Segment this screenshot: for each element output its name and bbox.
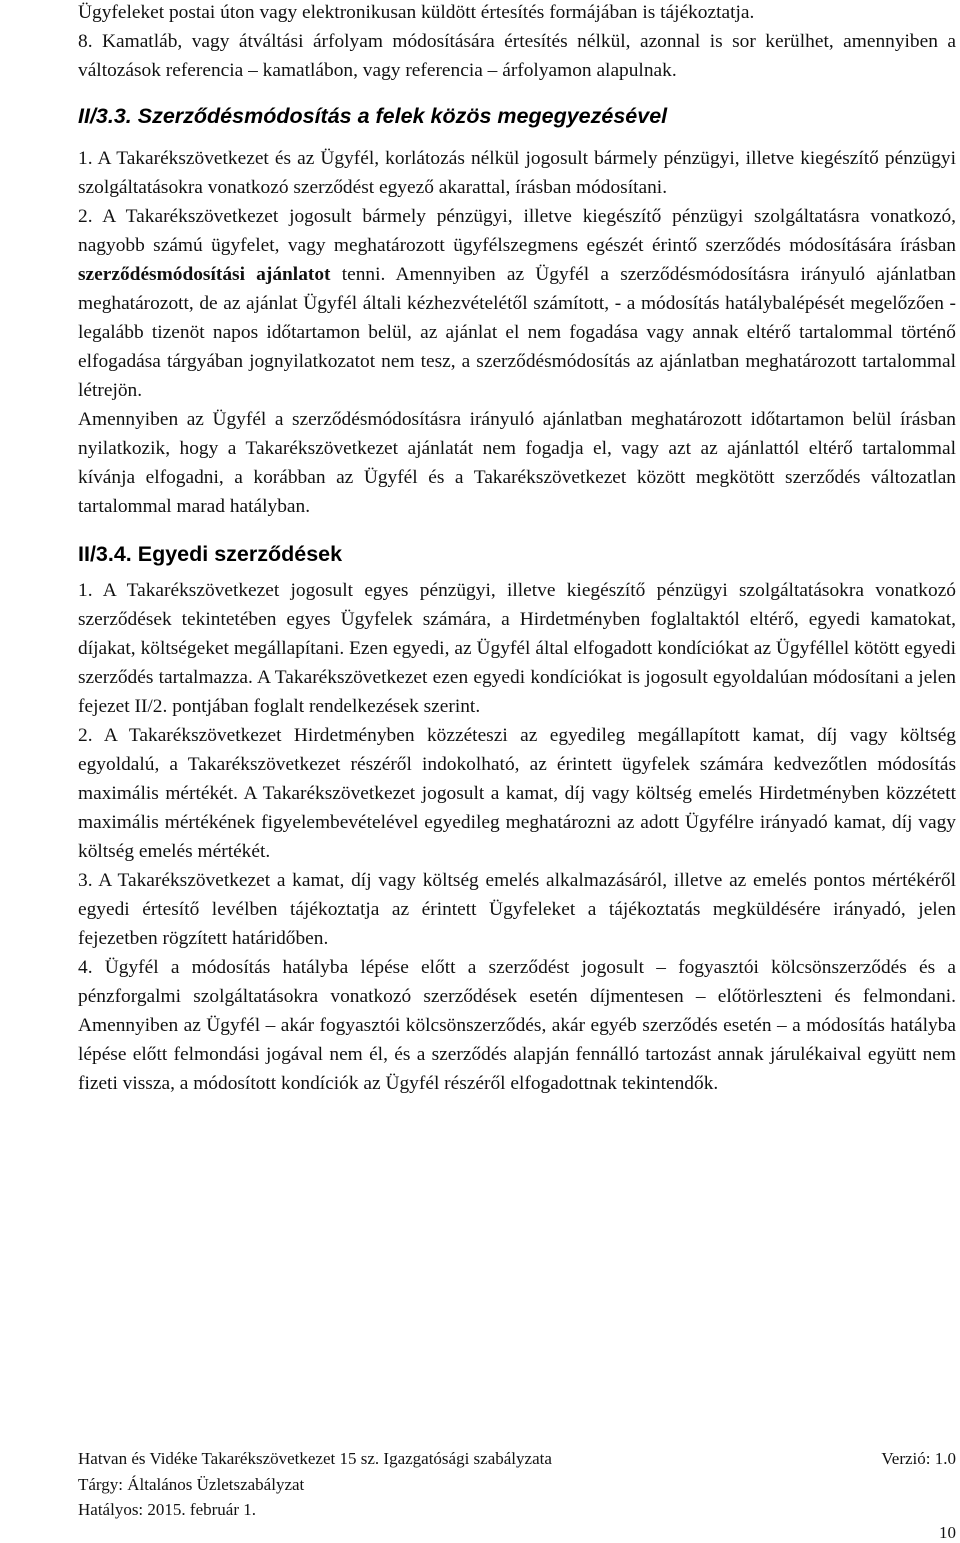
- paragraph-intro-continuation: Ügyfeleket postai úton vagy elektronikusan küldött értesítés formájában is tájékoztatja.: [78, 2, 755, 23]
- footer-regulation-title: Hatvan és Vidéke Takarékszövetkezet 15 sz. Igazgatósági szabályzata: [78, 1449, 552, 1468]
- paragraph-3-3-item-1: 1. A Takarékszövetkezet és az Ügyfél, korlátozás nélkül jogosult bármely pénzügyi, illetve kiegészítő pénzügyi szolgáltatásokra vonatkozó szerződést egyező akarattal, írásban módosítani.: [78, 148, 956, 198]
- footer-line-1: [78, 1448, 956, 1470]
- footer-subject: Tárgy: Általános Üzletszabályzat: [78, 1475, 305, 1494]
- section-heading-3-4: II/3.4. Egyedi szerződések: [78, 542, 343, 566]
- paragraph-3-3-item-2-start: 2. A Takarékszövetkezet jogosult bármely pénzügyi, illetve kiegészítő pénzügyi szolgáltatásra vonatkozó, nagyobb számú ügyfelet, vagy meghatározott ügyfélszegmens egészét érintő szerződés módosítására írásban: [78, 206, 956, 256]
- footer-version: Verzió: 1.0: [881, 1449, 956, 1468]
- paragraph-3-3-continuation: Amennyiben az Ügyfél a szerződésmódosításra irányuló ajánlatban meghatározott időtartamon belül írásban nyilatkozik, hogy a Takarékszövetkezet ajánlatát nem fogadja el, vagy azt az ajánlattól eltérő tartalommal kívánja elfogadni, a korábban az Ügyfél és a Takarékszövetkezet között megkötött szerződés változatlan tartalommal marad hatályban.: [78, 409, 956, 517]
- paragraph-3-4-item-3: 3. A Takarékszövetkezet a kamat, díj vagy költség emelés alkalmazásáról, illetve az emelés pontos mértékéről egyedi értesítő levélben tájékoztatja az érintett Ügyfeleket a tájékoztatás megküldésére irányadó, jelen fejezetben rögzített határidőben.: [78, 870, 956, 949]
- paragraph-3-4-item-4: 4. Ügyfél a módosítás hatályba lépése előtt a szerződést jogosult – fogyasztói kölcsönszerződés és a pénzforgalmi szolgáltatásokra vonatkozó szerződések esetén díjmentesen – előtörleszteni és felmondani. Amennyiben az Ügyfél – akár fogyasztói kölcsönszerződés, akár egyéb szerződés esetén – a módosítás hatályba lépése előtt felmondási jogával nem él, és a szerződés alapján fennálló tartozást annak járulékaival együtt nem fizeti vissza, a módosított kondíciók az Ügyfél részéről elfogadottnak tekintendők.: [78, 957, 956, 1094]
- paragraph-3-4-item-1: 1. A Takarékszövetkezet jogosult egyes pénzügyi, illetve kiegészítő pénzügyi szolgáltatásokra vonatkozó szerződések tekintetében egyes Ügyfelek számára, a Hirdetményben foglaltaktól eltérő, egyedi kamatokat, díjakat, költségeket megállapítani. Ezen egyedi, az Ügyfél által elfogadott kondíciókat az Ügyféllel kötött egyedi szerződés tartalmazza. A Takarékszövetkezet ezen egyedi kondíciókat is jogosult egyoldalúan módosítani a jelen fejezet II/2. pontjában foglalt rendelkezések szerint.: [78, 580, 956, 717]
- paragraph-item-8: 8. Kamatláb, vagy átváltási árfolyam módosítására értesítés nélkül, azonnal is sor kerülhet, amennyiben a változások referencia – kamatlábon, vagy referencia – árfolyamon alapulnak.: [78, 31, 956, 81]
- document-body: [78, 0, 956, 1098]
- paragraph-3-4-item-2: 2. A Takarékszövetkezet Hirdetményben közzéteszi az egyedileg megállapított kamat, díj vagy költség egyoldalú, a Takarékszövetkezet részéről indokolható, az érintett ügyfelek számára kedvezőtlen módosítás maximális mértékét. A Takarékszövetkezet jogosult a kamat, díj vagy költség emelés Hirdetményben közzétett maximális mértékének figyelembevételével egyedileg meghatározni az adott Ügyfélre irányadó kamat, díj vagy költség emelés mértékét.: [78, 725, 956, 862]
- section-heading-3-3: II/3.3. Szerződésmódosítás a felek közös megegyezésével: [78, 104, 668, 128]
- page-number: 10: [939, 1523, 956, 1542]
- paragraph-3-3-item-2: [78, 202, 956, 405]
- bold-term: szerződésmódosítási ajánlatot: [78, 264, 331, 285]
- footer-effective-date: Hatályos: 2015. február 1.: [78, 1500, 256, 1519]
- paragraph-3-3-item-2-end: tenni. Amennyiben az Ügyfél a szerződésmódosításra irányuló ajánlatban meghatározott, de az ajánlat Ügyfél általi kézhezvételétől számított, - a módosítás hatálybalépését megelőzően - legalább tizenöt napos időtartamon belül, az ajánlat el nem fogadása vagy annak eltérő tartalommal történő elfogadása tárgyában jognyilatkozatot nem tesz, a szerződésmódosítás az ajánlatban meghatározott tartalommal létrejön.: [78, 264, 956, 401]
